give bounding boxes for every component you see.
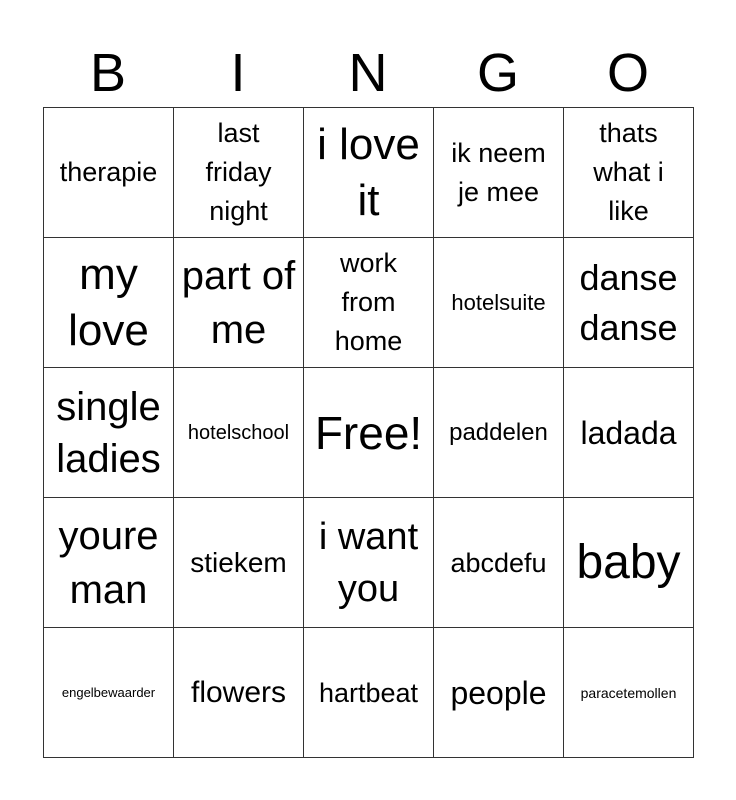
bingo-cell-r5-c5[interactable] xyxy=(564,628,694,758)
cell-text: last friday night xyxy=(205,118,272,226)
bingo-cell-r2-c2[interactable] xyxy=(174,238,304,368)
bingo-cell-r3-c1[interactable] xyxy=(44,368,174,498)
cell-text: therapie xyxy=(59,157,158,187)
cell-text: danse danse xyxy=(579,256,678,348)
cell-text: ladada xyxy=(580,414,677,451)
cell-text: hotelschool xyxy=(187,421,290,444)
header-letter-b: B xyxy=(89,43,127,103)
bingo-cell-r2-c4[interactable] xyxy=(434,238,564,368)
cell-text: baby xyxy=(576,535,681,589)
bingo-cell-r3-c3[interactable] xyxy=(304,368,434,498)
header-letter-o: O xyxy=(606,43,649,103)
bingo-cell-r4-c2[interactable] xyxy=(174,498,304,628)
bingo-header xyxy=(43,40,693,106)
bingo-cell-r4-c3[interactable] xyxy=(304,498,434,628)
bingo-cell-r4-c4[interactable] xyxy=(434,498,564,628)
cell-text: part of me xyxy=(181,253,296,352)
cell-text: paracetemollen xyxy=(580,684,677,701)
cell-text: youre man xyxy=(58,513,159,612)
bingo-cell-r1-c2[interactable] xyxy=(174,108,304,238)
header-letter-g: G xyxy=(476,43,519,103)
cell-text: stiekem xyxy=(190,546,287,578)
cell-text: people xyxy=(450,674,547,711)
cell-text: engelbewaarder xyxy=(61,684,156,700)
bingo-cell-r2-c1[interactable] xyxy=(44,238,174,368)
header-letter-i: I xyxy=(230,43,246,103)
bingo-cell-r5-c1[interactable] xyxy=(44,628,174,758)
bingo-card xyxy=(43,107,694,758)
cell-text: Free! xyxy=(314,406,423,459)
bingo-cell-r3-c4[interactable] xyxy=(434,368,564,498)
cell-text: single ladies xyxy=(56,384,161,481)
cell-text: i want you xyxy=(318,515,419,610)
bingo-cell-r5-c3[interactable] xyxy=(304,628,434,758)
cell-text: ik neem je mee xyxy=(451,137,546,207)
bingo-cell-r2-c5[interactable] xyxy=(564,238,694,368)
bingo-cell-r5-c2[interactable] xyxy=(174,628,304,758)
cell-text: my love xyxy=(68,249,149,355)
cell-text: abcdefu xyxy=(450,547,547,578)
bingo-cell-r5-c4[interactable] xyxy=(434,628,564,758)
cell-text: thats what i like xyxy=(593,118,664,226)
bingo-cell-r1-c4[interactable] xyxy=(434,108,564,238)
bingo-cell-r2-c3[interactable] xyxy=(304,238,434,368)
cell-text: paddelen xyxy=(449,418,548,446)
bingo-cell-r3-c5[interactable] xyxy=(564,368,694,498)
cell-text: hartbeat xyxy=(318,677,419,708)
cell-text: i love it xyxy=(317,119,420,225)
bingo-cell-r3-c2[interactable] xyxy=(174,368,304,498)
cell-text: work from home xyxy=(334,248,403,356)
cell-text: flowers xyxy=(190,675,287,709)
bingo-cell-r1-c3[interactable] xyxy=(304,108,434,238)
bingo-cell-r4-c5[interactable] xyxy=(564,498,694,628)
bingo-cell-r1-c1[interactable] xyxy=(44,108,174,238)
bingo-cell-r4-c1[interactable] xyxy=(44,498,174,628)
header-letter-n: N xyxy=(348,43,388,103)
cell-text: hotelsuite xyxy=(451,289,546,315)
bingo-cell-r1-c5[interactable] xyxy=(564,108,694,238)
